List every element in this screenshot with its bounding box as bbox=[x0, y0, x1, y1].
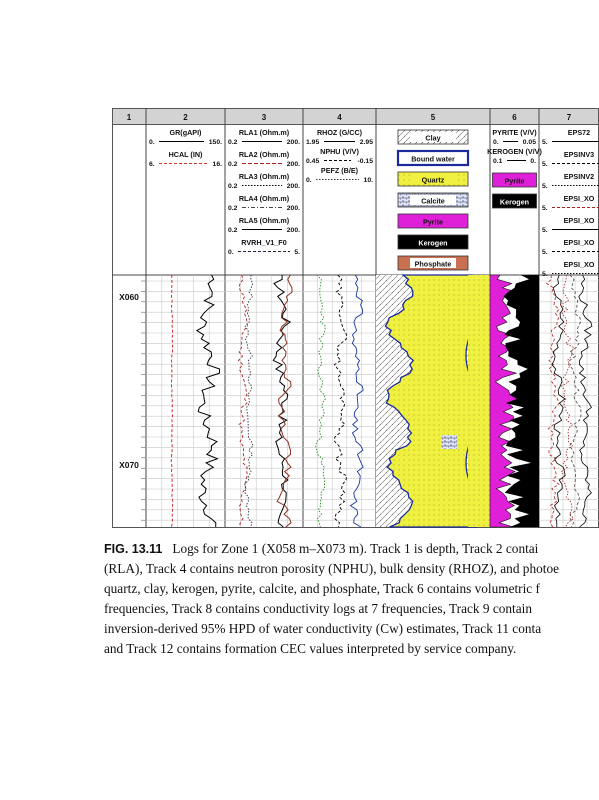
scale-min: 0.2 bbox=[228, 183, 238, 190]
legend-label: Phosphate bbox=[414, 259, 452, 269]
scale-min: 0. bbox=[306, 177, 312, 184]
caption-line-6: and Track 12 contains formation CEC values interpreted by service company. bbox=[104, 641, 517, 656]
curve-name: EPSI_XO bbox=[563, 216, 595, 225]
scale-max: 10. bbox=[363, 177, 373, 184]
scale-max: 2.95 bbox=[359, 139, 373, 146]
curve-name: EPSI_XO bbox=[563, 194, 595, 203]
scale-min: 5. bbox=[542, 271, 548, 278]
scale-min: 0. bbox=[493, 139, 499, 146]
track-number-3: 3 bbox=[261, 113, 267, 122]
scale-min: 1.95 bbox=[306, 139, 320, 146]
depth-label-X060: X060 bbox=[119, 292, 139, 302]
track5-legend bbox=[398, 130, 468, 270]
track-number-2: 2 bbox=[183, 113, 188, 122]
legend-label: Kerogen bbox=[499, 197, 530, 207]
legend-label: Kerogen bbox=[418, 238, 448, 248]
curve-name: EPSINV3 bbox=[563, 150, 595, 159]
caption-label: FIG. 13.11 bbox=[104, 542, 163, 556]
scale-min: 5. bbox=[542, 249, 548, 256]
scale-min: 0.2 bbox=[228, 139, 238, 146]
curve-name: RLA2 (Ohm.m) bbox=[238, 150, 290, 159]
scale-min: 0.2 bbox=[228, 227, 238, 234]
legend-label: Calcite bbox=[421, 196, 445, 206]
curve-name: EPS72 bbox=[567, 128, 591, 137]
legend-label: Pyrite bbox=[423, 217, 443, 227]
scale-max: 16. bbox=[212, 161, 222, 168]
log-figure bbox=[112, 108, 599, 528]
curve-name: RLA3 (Ohm.m) bbox=[238, 172, 290, 181]
scale-max: 200. bbox=[286, 139, 300, 146]
scale-min: 0. bbox=[149, 139, 155, 146]
scale-min: 0.2 bbox=[228, 205, 238, 212]
track-number-1: 1 bbox=[126, 113, 132, 122]
curve-name: RLA1 (Ohm.m) bbox=[238, 128, 290, 137]
scale-min: 5. bbox=[542, 183, 548, 190]
curve-name: NPHU (V/V) bbox=[320, 147, 359, 156]
scale-min: 6. bbox=[149, 161, 155, 168]
scale-max: 200. bbox=[286, 161, 300, 168]
scale-min: 5. bbox=[542, 205, 548, 212]
scale-max: 200. bbox=[286, 205, 300, 212]
caption-line-3: quartz, clay, kerogen, pyrite, calcite, and phosphate, Track 6 contains volumetric f bbox=[104, 581, 540, 596]
scale-max: 150. bbox=[208, 139, 222, 146]
curve-name: RLA4 (Ohm.m) bbox=[238, 194, 290, 203]
curve-name: EPSINV2 bbox=[563, 172, 595, 181]
scale-min: 5. bbox=[542, 139, 548, 146]
track-number-4: 4 bbox=[337, 113, 342, 122]
curve-name: PYRITE (V/V) bbox=[492, 128, 537, 137]
scale-max: -0.15 bbox=[357, 158, 373, 165]
caption-line-1: Logs for Zone 1 (X058 m–X073 m). Track 1 is depth, Track 2 contai bbox=[172, 541, 539, 556]
scale-min: 0.2 bbox=[228, 161, 238, 168]
scale-max: 0. bbox=[530, 158, 536, 165]
depth-label-X070: X070 bbox=[119, 460, 139, 470]
scale-max: 0.05 bbox=[522, 139, 536, 146]
legend-label: Pyrite bbox=[504, 176, 525, 186]
legend-label: Bound water bbox=[411, 154, 455, 164]
track-number-7: 7 bbox=[566, 113, 572, 122]
figure-caption bbox=[104, 539, 599, 659]
curve-name: EPSI_XO bbox=[563, 260, 595, 269]
track-number-5: 5 bbox=[430, 113, 436, 122]
scale-min: 0.45 bbox=[306, 158, 320, 165]
scale-min: 5. bbox=[542, 227, 548, 234]
calcite-patch bbox=[441, 435, 457, 449]
curve-name: EPSI_XO bbox=[563, 238, 595, 247]
scale-min: 0. bbox=[228, 249, 234, 256]
scale-min: 5. bbox=[542, 161, 548, 168]
quartz-fill-right bbox=[468, 275, 490, 527]
caption-line-4: frequencies, Track 8 contains conductivity logs at 7 frequencies, Track 9 contain bbox=[104, 601, 532, 616]
curve-name: RHOZ (G/CC) bbox=[316, 128, 363, 137]
curve-name: GR(gAPI) bbox=[169, 128, 202, 137]
scale-min: 0.1 bbox=[493, 158, 503, 165]
curve-name: KEROGEN (V/V) bbox=[487, 147, 542, 156]
curve-name: HCAL (IN) bbox=[168, 150, 203, 159]
curve-name: RLA5 (Ohm.m) bbox=[238, 216, 290, 225]
scale-max: 200. bbox=[286, 183, 300, 190]
curve-name: RVRH_V1_F0 bbox=[241, 238, 287, 247]
curve-name: PEFZ (B/E) bbox=[320, 166, 359, 175]
track-number-6: 6 bbox=[512, 113, 517, 122]
legend-label: Quartz bbox=[421, 175, 445, 185]
legend-label: Clay bbox=[425, 133, 441, 143]
scale-max: 200. bbox=[286, 227, 300, 234]
caption-line-2: (RLA), Track 4 contains neutron porosity (NPHU), bulk density (RHOZ), and photoe bbox=[104, 561, 559, 576]
scale-max: 5. bbox=[294, 249, 300, 256]
caption-line-5: inversion-derived 95% HPD of water conductivity (Cw) estimates, Track 11 conta bbox=[104, 621, 542, 636]
